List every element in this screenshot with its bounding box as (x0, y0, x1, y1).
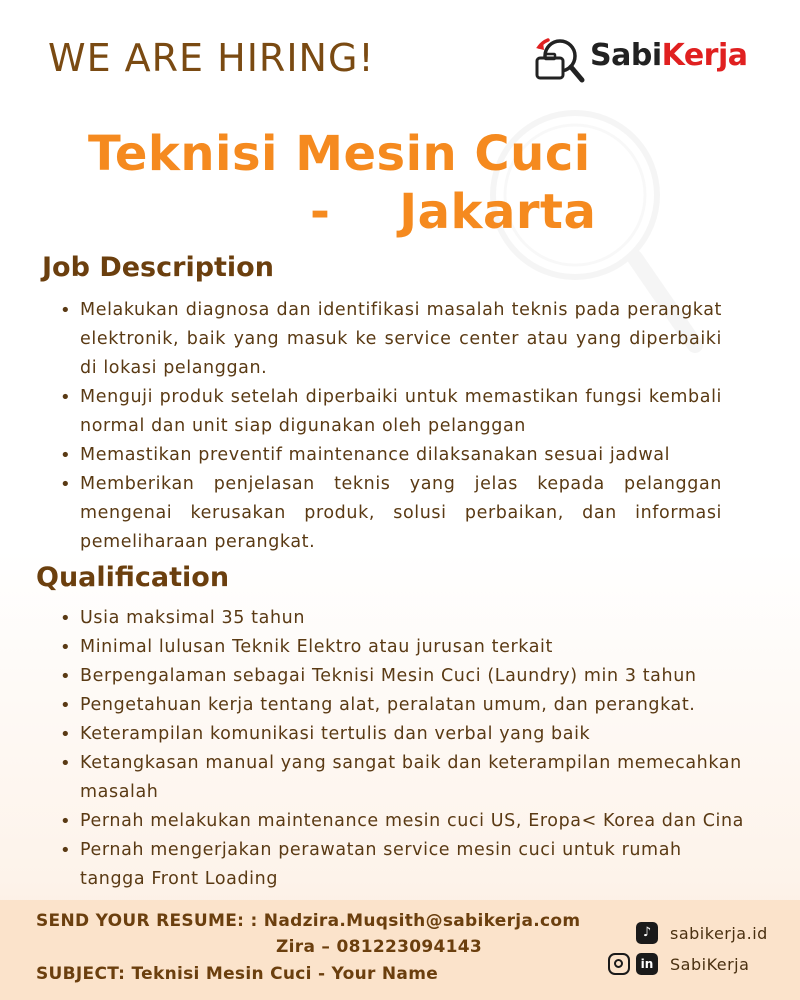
briefcase-search-icon (534, 36, 590, 84)
job-location: - Jakarta (310, 184, 597, 240)
logo-text-kerja: Kerja (661, 38, 748, 73)
tiktok-icon[interactable]: ♪ (636, 922, 658, 944)
logo-text-sabi: Sabi (590, 38, 662, 73)
job-title: Teknisi Mesin Cuci (88, 126, 591, 182)
job-description-heading: Job Description (42, 252, 274, 283)
list-item: • Minimal lulusan Teknik Elektro atau jurusan terkait (54, 633, 744, 662)
qualification-list (54, 604, 744, 894)
list-item: • Pernah melakukan maintenance mesin cuci US, Eropa< Korea dan Cina (54, 807, 744, 836)
job-description-list (54, 296, 722, 557)
list-item: • Ketangkasan manual yang sangat baik dan keterampilan memecahkan masalah (54, 749, 744, 807)
list-item: • Usia maksimal 35 tahun (54, 604, 744, 633)
hiring-headline: WE ARE HIRING! (48, 36, 375, 80)
instagram-icon[interactable] (608, 953, 630, 975)
list-item: • Memastikan preventif maintenance dilaksanakan sesuai jadwal (54, 441, 722, 470)
qualification-heading: Qualification (36, 562, 230, 593)
linkedin-icon[interactable]: in (636, 953, 658, 975)
send-resume-line[interactable]: SEND YOUR RESUME: : Nadzira.Muqsith@sabikerja.com (36, 911, 581, 931)
list-item: • Memberikan penjelasan teknis yang jelas kepada pelanggan mengenai kerusakan produk, solusi perbaikan, dan informasi pemeliharaan perangkat. (54, 470, 722, 557)
sabikerja-logo (534, 34, 754, 86)
list-item: • Melakukan diagnosa dan identifikasi masalah teknis pada perangkat elektronik, baik yang masuk ke service center atau yang diperbaiki di lokasi pelanggan. (54, 296, 722, 383)
logo-text (590, 38, 748, 73)
list-item: • Menguji produk setelah diperbaiki untuk memastikan fungsi kembali normal dan unit siap digunakan oleh pelanggan (54, 383, 722, 441)
list-item: • Keterampilan komunikasi tertulis dan verbal yang baik (54, 720, 744, 749)
email-subject-line: SUBJECT: Teknisi Mesin Cuci - Your Name (36, 964, 439, 984)
social-handle[interactable]: SabiKerja (670, 955, 750, 974)
list-item: • Pernah mengerjakan perawatan service mesin cuci untuk rumah tangga Front Loading (54, 836, 744, 894)
tiktok-handle[interactable]: sabikerja.id (670, 924, 768, 943)
list-item: • Pengetahuan kerja tentang alat, peralatan umum, dan perangkat. (54, 691, 744, 720)
list-item: • Berpengalaman sebagai Teknisi Mesin Cuci (Laundry) min 3 tahun (54, 662, 744, 691)
contact-phone[interactable]: Zira – 081223094143 (276, 937, 482, 957)
